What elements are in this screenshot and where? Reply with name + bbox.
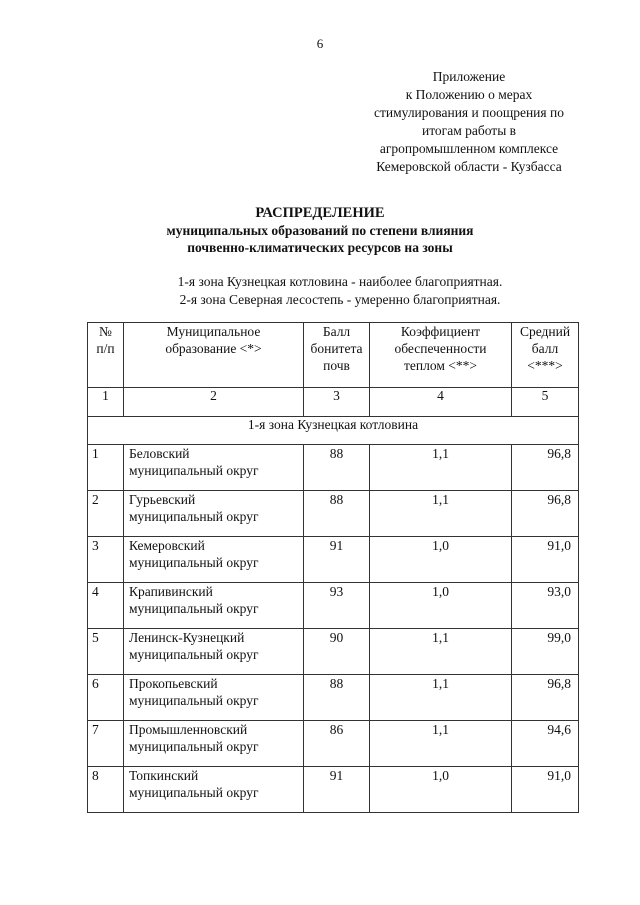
row-number-text: 3 bbox=[92, 538, 99, 553]
soil-score bbox=[304, 675, 370, 721]
average-score-text: 93,0 bbox=[547, 584, 571, 599]
header-text: бонитета bbox=[310, 341, 363, 356]
title-line: РАСПРЕДЕЛЕНИЕ bbox=[255, 205, 385, 221]
heat-coefficient bbox=[370, 491, 512, 537]
average-score bbox=[512, 721, 579, 767]
header-coef bbox=[370, 323, 512, 388]
table-row bbox=[88, 721, 579, 767]
municipality-name-text: муниципальный округ bbox=[129, 509, 259, 524]
average-score-text: 99,0 bbox=[547, 630, 571, 645]
zone-heading: 1-я зона Кузнецкая котловина bbox=[88, 417, 579, 445]
heat-coefficient bbox=[370, 767, 512, 813]
heat-coefficient-text: 1,1 bbox=[432, 446, 449, 461]
table-header-row bbox=[88, 323, 579, 388]
average-score bbox=[512, 675, 579, 721]
municipality-name-text: Гурьевский bbox=[129, 492, 196, 507]
zone-description-1: 1-я зона Кузнецкая котловина - наиболее благоприятная. bbox=[177, 274, 503, 289]
municipality-name-text: Топкинский bbox=[129, 768, 199, 783]
average-score bbox=[512, 537, 579, 583]
row-number-text: 6 bbox=[92, 676, 99, 691]
municipality-name bbox=[124, 767, 304, 813]
header-no bbox=[88, 323, 124, 388]
soil-score bbox=[304, 767, 370, 813]
municipality-name bbox=[124, 583, 304, 629]
soil-score bbox=[304, 583, 370, 629]
row-number bbox=[88, 583, 124, 629]
header-text: п/п bbox=[96, 341, 115, 356]
average-score-text: 91,0 bbox=[547, 538, 571, 553]
header-text: балл bbox=[531, 341, 559, 356]
heat-coefficient bbox=[370, 721, 512, 767]
row-number-text: 8 bbox=[92, 768, 99, 783]
row-number bbox=[88, 767, 124, 813]
header-text: <***> bbox=[527, 358, 563, 373]
municipality-name-text: муниципальный округ bbox=[129, 785, 259, 800]
row-number bbox=[88, 721, 124, 767]
column-number: 4 bbox=[370, 388, 512, 417]
municipality-name bbox=[124, 445, 304, 491]
municipality-name bbox=[124, 721, 304, 767]
zone-description-2: 2-я зона Северная лесостепь - умеренно благоприятная. bbox=[179, 292, 501, 307]
soil-score bbox=[304, 445, 370, 491]
heat-coefficient bbox=[370, 675, 512, 721]
soil-score bbox=[304, 721, 370, 767]
column-number-row bbox=[88, 388, 579, 417]
row-number-text: 4 bbox=[92, 584, 99, 599]
document-title bbox=[0, 205, 640, 256]
title-line: муниципальных образований по степени влияния bbox=[166, 223, 474, 238]
soil-score-text: 91 bbox=[329, 538, 344, 553]
row-number-text: 7 bbox=[92, 722, 99, 737]
table-row bbox=[88, 583, 579, 629]
column-number: 1 bbox=[88, 388, 124, 417]
row-number bbox=[88, 629, 124, 675]
soil-score-text: 86 bbox=[329, 722, 344, 737]
table-row bbox=[88, 537, 579, 583]
heat-coefficient-text: 1,1 bbox=[432, 630, 449, 645]
column-number: 5 bbox=[512, 388, 579, 417]
header-avg bbox=[512, 323, 579, 388]
appendix-line: Приложение bbox=[432, 69, 506, 84]
table-row bbox=[88, 675, 579, 721]
average-score bbox=[512, 445, 579, 491]
table-row bbox=[88, 767, 579, 813]
average-score bbox=[512, 767, 579, 813]
municipality-name-text: Беловский bbox=[129, 446, 190, 461]
average-score-text: 91,0 bbox=[547, 768, 571, 783]
soil-score bbox=[304, 537, 370, 583]
header-text: Коэффициент bbox=[400, 324, 481, 339]
municipality-name-text: Ленинск-Кузнецкий bbox=[129, 630, 245, 645]
heat-coefficient bbox=[370, 629, 512, 675]
municipality-name-text: Кемеровский bbox=[129, 538, 205, 553]
header-text: № bbox=[99, 324, 112, 339]
soil-score-text: 93 bbox=[329, 584, 344, 599]
zone-heading-row bbox=[88, 417, 579, 445]
municipality-name-text: муниципальный округ bbox=[129, 463, 259, 478]
heat-coefficient bbox=[370, 537, 512, 583]
heat-coefficient-text: 1,1 bbox=[432, 676, 449, 691]
header-text: почв bbox=[323, 358, 350, 373]
average-score bbox=[512, 629, 579, 675]
average-score-text: 96,8 bbox=[547, 676, 571, 691]
appendix-line: итогам работы в bbox=[421, 123, 517, 138]
soil-score-text: 88 bbox=[329, 676, 344, 691]
row-number-text: 5 bbox=[92, 630, 99, 645]
distribution-table bbox=[87, 322, 579, 813]
row-number bbox=[88, 445, 124, 491]
heat-coefficient bbox=[370, 583, 512, 629]
soil-score bbox=[304, 629, 370, 675]
table-body bbox=[88, 445, 579, 813]
heat-coefficient-text: 1,1 bbox=[432, 722, 449, 737]
row-number bbox=[88, 491, 124, 537]
header-text: Балл bbox=[322, 324, 351, 339]
average-score-text: 96,8 bbox=[547, 446, 571, 461]
municipality-name-text: муниципальный округ bbox=[129, 601, 259, 616]
average-score bbox=[512, 491, 579, 537]
header-text: Муниципальное bbox=[166, 324, 261, 339]
municipality-name bbox=[124, 491, 304, 537]
header-text: образование <*> bbox=[165, 341, 262, 356]
soil-score-text: 88 bbox=[329, 492, 344, 507]
header-text: Средний bbox=[519, 324, 571, 339]
table-row bbox=[88, 491, 579, 537]
soil-score-text: 91 bbox=[329, 768, 344, 783]
municipality-name-text: Промышленновский bbox=[129, 722, 248, 737]
heat-coefficient-text: 1,0 bbox=[432, 538, 449, 553]
soil-score bbox=[304, 491, 370, 537]
zone-descriptions bbox=[0, 273, 640, 309]
column-number: 3 bbox=[304, 388, 370, 417]
municipality-name bbox=[124, 675, 304, 721]
heat-coefficient bbox=[370, 445, 512, 491]
municipality-name-text: муниципальный округ bbox=[129, 739, 259, 754]
appendix-line: к Положению о мерах bbox=[405, 87, 533, 102]
municipality-name-text: муниципальный округ bbox=[129, 647, 259, 662]
row-number-text: 1 bbox=[92, 446, 99, 461]
appendix-line: Кемеровской области - Кузбасса bbox=[376, 159, 562, 174]
heat-coefficient-text: 1,0 bbox=[432, 768, 449, 783]
row-number-text: 2 bbox=[92, 492, 99, 507]
municipality-name-text: Прокопьевский bbox=[129, 676, 218, 691]
header-score bbox=[304, 323, 370, 388]
municipality-name bbox=[124, 629, 304, 675]
average-score bbox=[512, 583, 579, 629]
appendix-line: агропромышленном комплексе bbox=[379, 141, 559, 156]
row-number bbox=[88, 675, 124, 721]
column-number: 2 bbox=[124, 388, 304, 417]
header-text: теплом <**> bbox=[404, 358, 477, 373]
appendix-line: стимулирования и поощрения по bbox=[374, 105, 564, 120]
page-number: 6 bbox=[316, 36, 324, 51]
soil-score-text: 90 bbox=[329, 630, 344, 645]
heat-coefficient-text: 1,1 bbox=[432, 492, 449, 507]
header-text: обеспеченности bbox=[394, 341, 487, 356]
heat-coefficient-text: 1,0 bbox=[432, 584, 449, 599]
table-row bbox=[88, 445, 579, 491]
soil-score-text: 88 bbox=[329, 446, 344, 461]
municipality-name bbox=[124, 537, 304, 583]
municipality-name-text: муниципальный округ bbox=[129, 693, 259, 708]
appendix-note bbox=[360, 68, 578, 176]
title-line: почвенно-климатических ресурсов на зоны bbox=[187, 240, 453, 255]
municipality-name-text: Крапивинский bbox=[129, 584, 213, 599]
table-row bbox=[88, 629, 579, 675]
average-score-text: 94,6 bbox=[547, 722, 571, 737]
municipality-name-text: муниципальный округ bbox=[129, 555, 259, 570]
average-score-text: 96,8 bbox=[547, 492, 571, 507]
row-number bbox=[88, 537, 124, 583]
header-name bbox=[124, 323, 304, 388]
